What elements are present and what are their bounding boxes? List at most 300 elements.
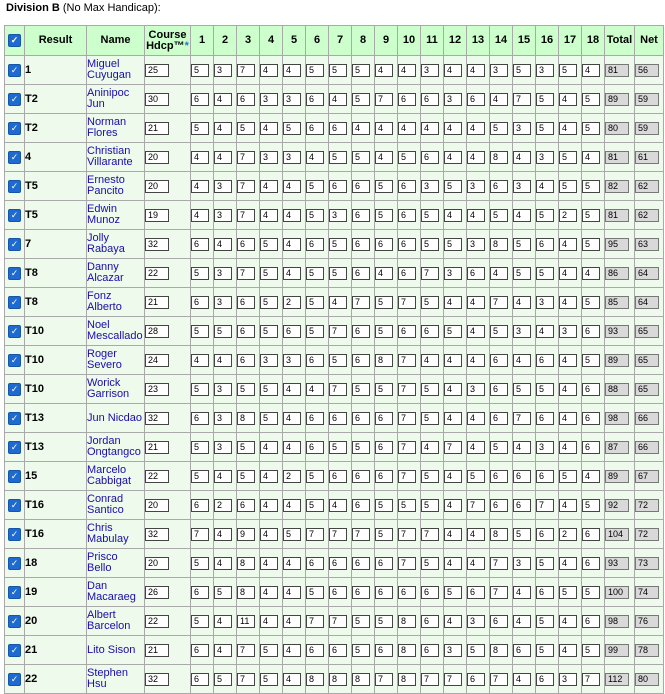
hole-score-input[interactable]: 5 [260,238,278,251]
hole-score-input[interactable]: 6 [582,615,600,628]
hole-score-input[interactable]: 3 [559,325,577,338]
hole-score-input[interactable]: 5 [329,64,347,77]
hole-score-input[interactable]: 4 [421,354,439,367]
hole-score-input[interactable]: 6 [490,180,508,193]
hole-score-input[interactable]: 4 [490,267,508,280]
hole-score-input[interactable]: 6 [421,586,439,599]
hole-score-input[interactable]: 6 [398,267,416,280]
hole-score-input[interactable]: 5 [467,470,485,483]
hole-score-input[interactable]: 4 [283,586,301,599]
player-name-part[interactable]: Dan [87,580,108,592]
hole-score-input[interactable]: 5 [444,238,462,251]
row-select-cell[interactable] [5,549,25,578]
hole-score-input[interactable]: 3 [283,354,301,367]
course-hdcp-input[interactable]: 30 [145,93,169,106]
hole-score-input[interactable]: 7 [306,615,324,628]
hole-score-input[interactable]: 3 [283,151,301,164]
hole-score-input[interactable]: 4 [306,383,324,396]
hole-score-input[interactable]: 5 [191,615,209,628]
hole-score-input[interactable]: 5 [237,470,255,483]
hole-score-input[interactable]: 4 [283,180,301,193]
hole-score-input[interactable]: 4 [559,267,577,280]
hole-score-input[interactable]: 4 [375,151,393,164]
row-select-cell[interactable] [5,433,25,462]
hole-score-input[interactable]: 4 [214,470,232,483]
hole-score-input[interactable]: 4 [467,528,485,541]
row-checkbox-icon[interactable]: ✓ [8,93,21,106]
hole-score-input[interactable]: 5 [490,325,508,338]
hole-score-input[interactable]: 5 [467,644,485,657]
player-name-part[interactable]: Roger [87,348,117,360]
row-checkbox-icon[interactable]: ✓ [8,209,21,222]
hole-score-input[interactable]: 6 [306,238,324,251]
hole-score-input[interactable]: 4 [444,296,462,309]
hole-score-input[interactable]: 5 [237,441,255,454]
hole-score-input[interactable]: 5 [536,122,554,135]
hole-score-input[interactable]: 6 [191,296,209,309]
course-hdcp-input[interactable]: 20 [145,180,169,193]
hole-score-input[interactable]: 5 [582,586,600,599]
hole-score-input[interactable]: 4 [214,238,232,251]
player-name-part[interactable]: Cabbigat [87,475,132,487]
row-select-cell[interactable] [5,520,25,549]
hole-score-input[interactable]: 6 [421,644,439,657]
hole-score-input[interactable]: 6 [191,644,209,657]
net-score-input[interactable]: 65 [635,354,659,367]
course-hdcp-input[interactable]: 21 [145,644,169,657]
hole-score-input[interactable]: 2 [559,209,577,222]
net-score-input[interactable]: 62 [635,180,659,193]
hole-score-input[interactable]: 3 [467,383,485,396]
hole-score-input[interactable]: 7 [352,296,370,309]
hole-score-input[interactable]: 7 [306,528,324,541]
hole-score-input[interactable]: 5 [306,209,324,222]
course-hdcp-input[interactable]: 22 [145,615,169,628]
net-score-input[interactable]: 61 [635,151,659,164]
row-checkbox-icon[interactable]: ✓ [8,296,21,309]
course-hdcp-input[interactable]: 22 [145,470,169,483]
hole-score-input[interactable]: 6 [421,615,439,628]
hole-score-input[interactable]: 6 [306,354,324,367]
course-hdcp-input[interactable]: 26 [145,586,169,599]
hole-score-input[interactable]: 4 [283,238,301,251]
net-score-input[interactable]: 59 [635,122,659,135]
hole-score-input[interactable]: 7 [237,209,255,222]
row-checkbox-icon[interactable]: ✓ [8,412,21,425]
hole-score-input[interactable]: 6 [306,557,324,570]
player-name-part[interactable]: Barcelon [87,620,131,632]
hole-score-input[interactable]: 4 [467,151,485,164]
hole-score-input[interactable]: 8 [490,644,508,657]
hole-score-input[interactable]: 9 [237,528,255,541]
player-name-part[interactable]: Edwin [87,203,117,215]
row-select-cell[interactable] [5,259,25,288]
row-checkbox-icon[interactable]: ✓ [8,383,21,396]
hole-score-input[interactable]: 5 [582,209,600,222]
hole-score-input[interactable]: 8 [237,586,255,599]
net-score-input[interactable]: 65 [635,383,659,396]
hole-score-input[interactable]: 5 [490,122,508,135]
hole-score-input[interactable]: 4 [191,354,209,367]
hole-score-input[interactable]: 6 [398,180,416,193]
hole-score-input[interactable]: 3 [260,354,278,367]
row-select-cell[interactable] [5,665,25,694]
player-name-part[interactable]: Norman [87,116,127,128]
hole-score-input[interactable]: 7 [490,673,508,686]
hole-score-input[interactable]: 6 [536,586,554,599]
net-score-input[interactable]: 67 [635,470,659,483]
hole-score-input[interactable]: 5 [352,383,370,396]
hole-score-input[interactable]: 4 [444,122,462,135]
hole-score-input[interactable]: 5 [283,122,301,135]
hole-score-input[interactable]: 5 [421,296,439,309]
hole-score-input[interactable]: 6 [582,325,600,338]
hole-score-input[interactable]: 7 [237,267,255,280]
row-select-cell[interactable] [5,288,25,317]
course-hdcp-input[interactable]: 32 [145,673,169,686]
hole-score-input[interactable]: 2 [214,499,232,512]
course-hdcp-input[interactable]: 25 [145,64,169,77]
hole-score-input[interactable]: 5 [191,122,209,135]
hole-score-input[interactable]: 5 [559,180,577,193]
select-all-header[interactable] [5,26,25,56]
hole-score-input[interactable]: 6 [375,412,393,425]
hole-score-input[interactable]: 3 [536,296,554,309]
hole-score-input[interactable]: 5 [421,238,439,251]
hole-score-input[interactable]: 4 [421,122,439,135]
hole-score-input[interactable]: 3 [329,209,347,222]
hole-score-input[interactable]: 4 [260,209,278,222]
hole-score-input[interactable]: 4 [191,180,209,193]
course-hdcp-input[interactable]: 28 [145,325,169,338]
hole-score-input[interactable]: 7 [237,64,255,77]
course-hdcp-input[interactable]: 21 [145,296,169,309]
hole-score-input[interactable]: 6 [283,325,301,338]
hole-score-input[interactable]: 4 [283,557,301,570]
hole-score-input[interactable]: 4 [260,615,278,628]
hole-score-input[interactable]: 4 [513,441,531,454]
hole-score-input[interactable]: 6 [375,238,393,251]
total-score-input[interactable]: 98 [605,615,629,628]
hole-score-input[interactable]: 6 [237,354,255,367]
course-hdcp-input[interactable]: 21 [145,441,169,454]
net-score-input[interactable]: 66 [635,412,659,425]
hole-score-input[interactable]: 4 [283,644,301,657]
hole-score-input[interactable]: 4 [513,354,531,367]
hole-score-input[interactable]: 5 [421,499,439,512]
hole-score-input[interactable]: 7 [536,499,554,512]
hole-score-input[interactable]: 4 [398,122,416,135]
hole-score-input[interactable]: 3 [513,180,531,193]
hole-score-input[interactable]: 7 [513,93,531,106]
hole-score-input[interactable]: 3 [513,557,531,570]
course-hdcp-input[interactable]: 32 [145,238,169,251]
net-score-input[interactable]: 62 [635,209,659,222]
net-score-input[interactable]: 63 [635,238,659,251]
hole-score-input[interactable]: 6 [582,557,600,570]
row-checkbox-icon[interactable]: ✓ [8,325,21,338]
player-name-part[interactable]: Jun Nicdao [87,411,143,424]
hole-score-input[interactable]: 8 [490,238,508,251]
hole-score-input[interactable]: 4 [214,122,232,135]
hole-score-input[interactable]: 6 [329,412,347,425]
hole-score-input[interactable]: 5 [513,383,531,396]
player-name-part[interactable]: Pancito [87,185,124,197]
hole-score-input[interactable]: 5 [214,325,232,338]
hole-score-input[interactable]: 6 [490,615,508,628]
hole-score-input[interactable]: 4 [283,267,301,280]
row-checkbox-icon[interactable]: ✓ [8,267,21,280]
row-checkbox-icon[interactable]: ✓ [8,557,21,570]
hole-score-input[interactable]: 6 [582,441,600,454]
hole-score-input[interactable]: 5 [191,557,209,570]
player-name-part[interactable]: Marcelo [87,464,127,476]
hole-score-input[interactable]: 4 [559,93,577,106]
player-name-link[interactable] [87,346,145,375]
player-name-part[interactable]: Chris [87,522,113,534]
player-name-part[interactable]: Santico [87,504,124,516]
hole-score-input[interactable]: 6 [237,296,255,309]
hole-score-input[interactable]: 4 [467,557,485,570]
player-name-part[interactable]: Mabulay [87,533,129,545]
hole-score-input[interactable]: 3 [513,325,531,338]
hole-score-input[interactable]: 4 [467,412,485,425]
hole-score-input[interactable]: 6 [375,586,393,599]
hole-score-input[interactable]: 7 [375,93,393,106]
hole-score-input[interactable]: 5 [191,383,209,396]
hole-score-input[interactable]: 4 [559,644,577,657]
hole-score-input[interactable]: 5 [559,151,577,164]
row-select-cell[interactable] [5,636,25,665]
hole-score-input[interactable]: 4 [513,209,531,222]
total-score-input[interactable]: 80 [605,122,629,135]
hole-score-input[interactable]: 6 [191,499,209,512]
net-score-input[interactable]: 59 [635,93,659,106]
hole-score-input[interactable]: 7 [444,673,462,686]
hole-score-input[interactable]: 7 [421,673,439,686]
hole-score-input[interactable]: 5 [352,441,370,454]
hole-score-input[interactable]: 7 [191,528,209,541]
hole-score-input[interactable]: 4 [444,412,462,425]
hole-score-input[interactable]: 4 [283,673,301,686]
hole-score-input[interactable]: 7 [444,441,462,454]
player-name-link[interactable] [87,114,145,143]
hole-score-input[interactable]: 3 [490,64,508,77]
hole-score-input[interactable]: 4 [329,296,347,309]
hole-score-input[interactable]: 5 [582,122,600,135]
hole-score-input[interactable]: 8 [398,673,416,686]
hole-score-input[interactable]: 5 [329,354,347,367]
net-score-input[interactable]: 72 [635,499,659,512]
row-checkbox-icon[interactable]: ✓ [8,673,21,686]
hole-score-input[interactable]: 4 [260,64,278,77]
hole-score-input[interactable]: 4 [260,499,278,512]
hole-score-input[interactable]: 5 [582,499,600,512]
hole-score-input[interactable]: 6 [467,673,485,686]
hole-score-input[interactable]: 3 [214,209,232,222]
hole-score-input[interactable]: 4 [559,122,577,135]
player-name-part[interactable]: Hsu [87,678,107,690]
net-score-input[interactable]: 64 [635,267,659,280]
hole-score-input[interactable]: 6 [536,354,554,367]
course-hdcp-input[interactable]: 24 [145,354,169,367]
total-score-input[interactable]: 81 [605,209,629,222]
hole-score-input[interactable]: 6 [191,673,209,686]
hole-score-input[interactable]: 4 [467,441,485,454]
player-name-part[interactable]: Severo [87,359,122,371]
hole-score-input[interactable]: 3 [214,412,232,425]
row-checkbox-icon[interactable]: ✓ [8,122,21,135]
hole-score-input[interactable]: 3 [260,93,278,106]
player-name-link[interactable] [87,636,145,665]
hole-score-input[interactable]: 6 [490,470,508,483]
row-select-cell[interactable] [5,462,25,491]
player-name-part[interactable]: Prisco [87,551,118,563]
player-name-link[interactable] [87,404,145,433]
hole-score-input[interactable]: 4 [582,267,600,280]
hole-score-input[interactable]: 7 [490,296,508,309]
player-name-part[interactable]: Cuyugan [87,69,132,81]
hole-score-input[interactable]: 6 [329,557,347,570]
hole-score-input[interactable]: 4 [260,528,278,541]
hole-score-input[interactable]: 11 [237,615,255,628]
hole-score-input[interactable]: 5 [191,267,209,280]
total-score-input[interactable]: 100 [605,586,629,599]
hole-score-input[interactable]: 7 [398,528,416,541]
hole-score-input[interactable]: 4 [444,383,462,396]
hole-score-input[interactable]: 3 [214,180,232,193]
hole-score-input[interactable]: 3 [214,64,232,77]
hole-score-input[interactable]: 4 [283,499,301,512]
hole-score-input[interactable]: 4 [582,470,600,483]
hole-score-input[interactable]: 7 [513,412,531,425]
hole-score-input[interactable]: 6 [490,412,508,425]
total-score-input[interactable]: 86 [605,267,629,280]
hole-score-input[interactable]: 5 [582,180,600,193]
row-checkbox-icon[interactable]: ✓ [8,151,21,164]
player-name-part[interactable]: Stephen [87,667,128,679]
hole-score-input[interactable]: 5 [260,267,278,280]
hole-score-input[interactable]: 6 [536,673,554,686]
hole-score-input[interactable]: 6 [237,325,255,338]
hole-score-input[interactable]: 4 [329,499,347,512]
row-checkbox-icon[interactable]: ✓ [8,238,21,251]
hole-score-input[interactable]: 5 [375,615,393,628]
player-name-part[interactable]: Flores [87,127,118,139]
hole-score-input[interactable]: 7 [329,615,347,628]
hole-score-input[interactable]: 4 [444,557,462,570]
hole-score-input[interactable]: 4 [352,122,370,135]
player-name-part[interactable]: Miguel [87,58,120,70]
hole-score-input[interactable]: 6 [490,354,508,367]
hole-score-input[interactable]: 6 [306,122,324,135]
hole-score-input[interactable]: 6 [375,441,393,454]
hole-score-input[interactable]: 2 [283,296,301,309]
player-name-part[interactable]: Worick [87,377,121,389]
hole-score-input[interactable]: 2 [283,470,301,483]
hole-score-input[interactable]: 2 [559,528,577,541]
hole-score-input[interactable]: 5 [444,325,462,338]
hole-score-input[interactable]: 4 [444,354,462,367]
row-checkbox-icon[interactable]: ✓ [8,615,21,628]
hole-score-input[interactable]: 4 [536,180,554,193]
total-score-input[interactable]: 88 [605,383,629,396]
hole-score-input[interactable]: 6 [536,412,554,425]
hole-score-input[interactable]: 4 [559,296,577,309]
total-score-input[interactable]: 89 [605,354,629,367]
row-checkbox-icon[interactable]: ✓ [8,180,21,193]
hole-score-input[interactable]: 3 [513,122,531,135]
player-name-link[interactable] [87,230,145,259]
player-name-part[interactable]: Mescallado [87,330,143,342]
hole-score-input[interactable]: 7 [421,528,439,541]
hole-score-input[interactable]: 4 [260,586,278,599]
hole-score-input[interactable]: 6 [398,325,416,338]
hole-score-input[interactable]: 5 [306,499,324,512]
hole-score-input[interactable]: 7 [329,383,347,396]
hole-score-input[interactable]: 6 [237,499,255,512]
hole-score-input[interactable]: 5 [191,470,209,483]
net-score-input[interactable]: 64 [635,296,659,309]
hole-score-input[interactable]: 5 [191,325,209,338]
hole-score-input[interactable]: 5 [421,557,439,570]
hole-score-input[interactable]: 6 [352,354,370,367]
hole-score-input[interactable]: 4 [467,64,485,77]
hole-score-input[interactable]: 8 [237,557,255,570]
course-hdcp-input[interactable]: 22 [145,267,169,280]
hole-score-input[interactable]: 5 [582,238,600,251]
row-select-cell[interactable] [5,230,25,259]
hole-score-input[interactable]: 4 [467,354,485,367]
net-score-input[interactable]: 80 [635,673,659,686]
hole-score-input[interactable]: 6 [352,557,370,570]
hole-score-input[interactable]: 7 [329,325,347,338]
hole-score-input[interactable]: 4 [283,615,301,628]
hole-score-input[interactable]: 4 [375,122,393,135]
hole-score-input[interactable]: 5 [260,383,278,396]
hole-score-input[interactable]: 7 [582,673,600,686]
hole-score-input[interactable]: 5 [375,209,393,222]
player-name-link[interactable] [87,143,145,172]
hole-score-input[interactable]: 6 [352,499,370,512]
course-hdcp-input[interactable]: 32 [145,412,169,425]
hole-score-input[interactable]: 6 [306,93,324,106]
row-select-cell[interactable] [5,114,25,143]
hole-score-input[interactable]: 6 [490,499,508,512]
hole-score-input[interactable]: 4 [421,441,439,454]
hole-score-input[interactable]: 7 [329,528,347,541]
hole-score-input[interactable]: 3 [214,383,232,396]
row-checkbox-icon[interactable]: ✓ [8,499,21,512]
hole-score-input[interactable]: 6 [352,267,370,280]
hole-score-input[interactable]: 4 [214,557,232,570]
hole-score-input[interactable]: 5 [513,64,531,77]
hole-score-input[interactable]: 7 [237,180,255,193]
hole-score-input[interactable]: 5 [375,499,393,512]
total-score-input[interactable]: 81 [605,64,629,77]
player-name-link[interactable] [87,520,145,549]
hole-score-input[interactable]: 6 [513,499,531,512]
player-name-link[interactable] [87,317,145,346]
hole-score-input[interactable]: 4 [467,122,485,135]
hole-score-input[interactable]: 4 [329,93,347,106]
row-select-cell[interactable] [5,404,25,433]
hole-score-input[interactable]: 6 [306,412,324,425]
player-name-link[interactable] [87,201,145,230]
hole-score-input[interactable]: 7 [398,354,416,367]
hole-score-input[interactable]: 5 [352,151,370,164]
hole-score-input[interactable]: 5 [306,470,324,483]
